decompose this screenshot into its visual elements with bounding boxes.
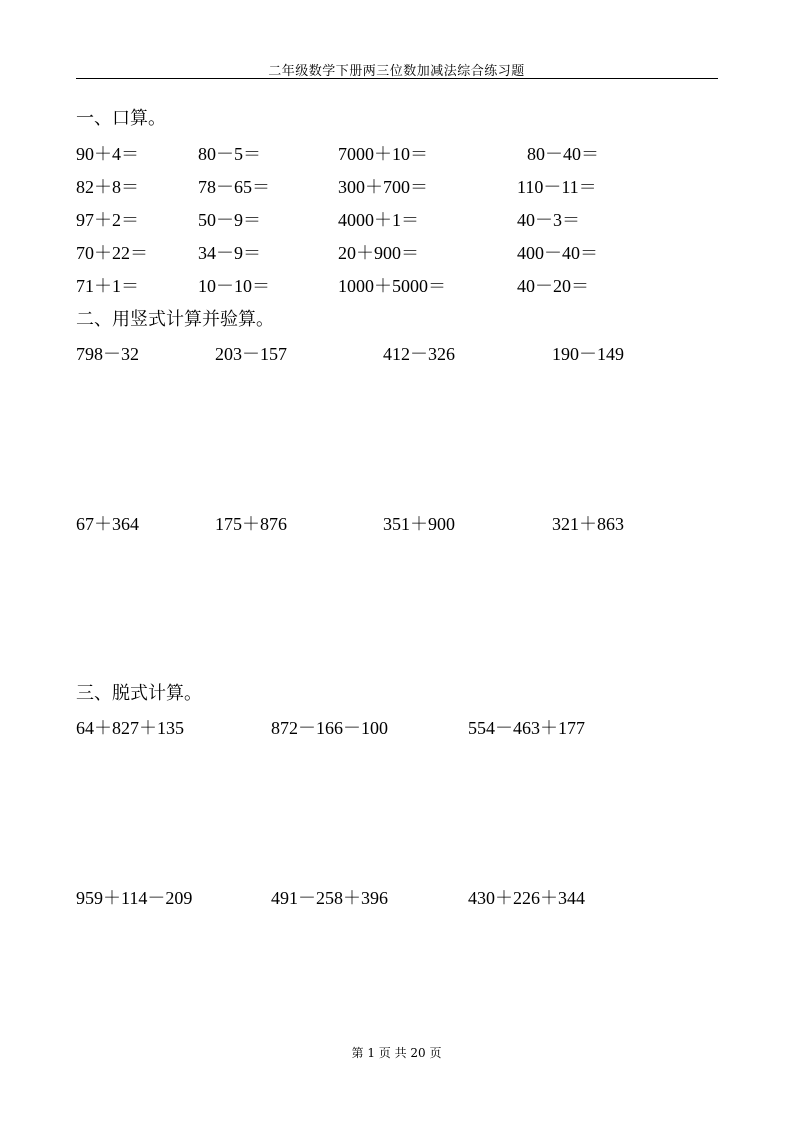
problem: 1000＋5000＝ xyxy=(338,276,446,296)
problem: 554－463＋177 xyxy=(468,718,585,738)
problem: 300＋700＝ xyxy=(338,177,428,197)
problem: 4000＋1＝ xyxy=(338,210,419,230)
section1-heading: 一、口算。 xyxy=(76,108,166,129)
problem: 798－32 xyxy=(76,344,139,364)
problem: 430＋226＋344 xyxy=(468,888,585,908)
header-divider xyxy=(76,78,718,79)
problem: 90＋4＝ xyxy=(76,144,139,164)
problem: 97＋2＝ xyxy=(76,210,139,230)
problem: 82＋8＝ xyxy=(76,177,139,197)
worksheet-title: 二年级数学下册两三位数加减法综合练习题 xyxy=(268,64,525,79)
problem: 40－20＝ xyxy=(517,276,589,296)
problem: 872－166－100 xyxy=(271,718,388,738)
problem: 67＋364 xyxy=(76,514,139,534)
problem: 64＋827＋135 xyxy=(76,718,184,738)
problem: 71＋1＝ xyxy=(76,276,139,296)
problem: 110－11＝ xyxy=(517,177,597,197)
problem: 40－3＝ xyxy=(517,210,580,230)
problem: 412－326 xyxy=(383,344,455,364)
problem: 175＋876 xyxy=(215,514,287,534)
problem: 491－258＋396 xyxy=(271,888,388,908)
problem: 959＋114－209 xyxy=(76,888,193,908)
problem: 80－40＝ xyxy=(527,144,599,164)
problem: 34－9＝ xyxy=(198,243,261,263)
problem: 10－10＝ xyxy=(198,276,270,296)
problem: 7000＋10＝ xyxy=(338,144,428,164)
problem: 20＋900＝ xyxy=(338,243,419,263)
problem: 400－40＝ xyxy=(517,243,598,263)
problem: 203－157 xyxy=(215,344,287,364)
problem: 190－149 xyxy=(552,344,624,364)
problem: 70＋22＝ xyxy=(76,243,148,263)
problem: 78－65＝ xyxy=(198,177,270,197)
page-number: 第 1 页 共 20 页 xyxy=(351,1046,442,1060)
problem: 351＋900 xyxy=(383,514,455,534)
problem: 80－5＝ xyxy=(198,144,261,164)
problem: 50－9＝ xyxy=(198,210,261,230)
problem: 321＋863 xyxy=(552,514,624,534)
section3-heading: 三、脱式计算。 xyxy=(76,683,202,704)
section2-heading: 二、用竖式计算并验算。 xyxy=(76,309,274,330)
